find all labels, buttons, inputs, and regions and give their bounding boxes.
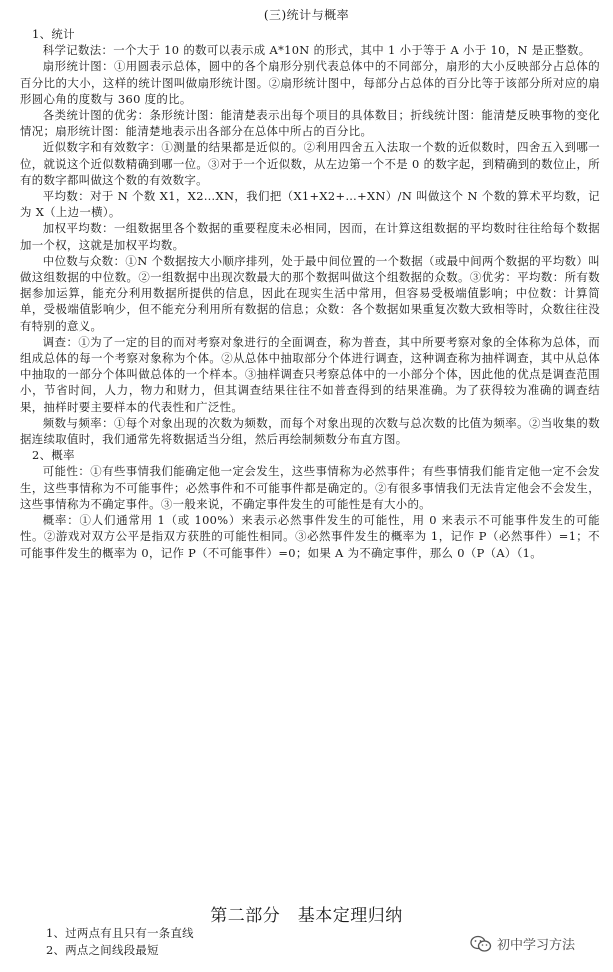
paragraph-weighted-mean: 加权平均数：一组数据里各个数据的重要程度未必相同，因而，在计算这组数据的平均数时往往给每个数据加一个权，这就是加权平均数。 — [20, 221, 600, 252]
paragraph-chart-comparison: 各类统计图的优劣：条形统计图：能清楚表示出每个项目的具体数目；折线统计图：能清楚反映事物的变化情况；扇形统计图：能清楚地表示出各部分在总体中所占的百分比。 — [20, 108, 600, 139]
section-heading-statistics: 1、统计 — [32, 27, 75, 41]
part-two-list — [46, 925, 194, 959]
list-item: 2、两点之间线段最短 — [46, 943, 159, 957]
section-heading-probability: 2、概率 — [32, 448, 75, 463]
watermark — [470, 934, 575, 953]
wechat-icon — [470, 935, 492, 953]
document-title: (三)统计与概率 — [263, 8, 350, 22]
paragraph-approximate-numbers: 近似数字和有效数字：①测量的结果都是近似的。②利用四舍五入法取一个数的近似数时，四舍五入到哪一位，就说这个近似数精确到哪一位。③对于一个近似数，从左边第一个不是 0 的数字起，到精确到的数位止，所有的数字都叫做这个数的有效数字。 — [20, 140, 600, 187]
paragraph-probability: 概率：①人们通常用 1（或 100%）来表示必然事件发生的可能性，用 0 来表示不可能事件发生的可能性。②游戏对双方公平是指双方获胜的可能性相同。③必然事件发生的概率为 1，记作 P（必然事件）=1；不可能事件发生的概率为 0，记作 P（不可能事件）=0；如果 A 为不确定事件，那么 0（P（A）（1。 — [20, 513, 600, 560]
paragraph-scientific-notation: 科学记数法：一个大于 10 的数可以表示成 A*10N 的形式，其中 1 小于等于 A 小于 10，N 是正整数。 — [42, 43, 591, 58]
paragraph-mean: 平均数：对于 N 个数 X1，X2…XN，我们把（X1+X2+…+XN）/N 叫做这个 N 个数的算术平均数，记为 X（上边一横）。 — [20, 189, 600, 220]
document-body — [20, 26, 600, 561]
paragraph-frequency: 频数与频率：①每个对象出现的次数为频数，而每个对象出现的次数与总次数的比值为频率。②当收集的数据连续取值时，我们通常先将数据适当分组，然后再绘制频数分布直方图。 — [20, 415, 600, 447]
paragraph-pie-chart: 扇形统计图：①用圆表示总体，圆中的各个扇形分别代表总体中的不同部分，扇形的大小反映部分占总体的百分比的大小，这样的统计图叫做扇形统计图。②扇形统计图中，每部分占总体的百分比等于该部分所对应的扇形圆心角的度数与 360 度的比。 — [20, 59, 600, 106]
paragraph-survey: 调查：①为了一定的目的而对考察对象进行的全面调查，称为普查，其中所要考察对象的全体称为总体，而组成总体的每一个考察对象称为个体。②从总体中抽取部分个体进行调查，这种调查称为抽样调查，其中从总体中抽取的一部分个体叫做总体的一个样本。③抽样调查只考察总体中的一小部分个体，因此他的优点是调查范围小，节省时间，人力，物力和财力，但其调查结果往往不如普查得到的结果准确。为了获得较为准确的调查结果，抽样时要主要样本的代表性和广泛性。 — [20, 334, 600, 414]
watermark-text: 初中学习方法 — [497, 938, 576, 953]
paragraph-possibility: 可能性：①有些事情我们能确定他一定会发生，这些事情称为必然事件；有些事情我们能肯定他一定不会发生，这些事情称为不可能事件；必然事件和不可能事件都是确定的。②有很多事情我们无法肯定他会不会发生，这些事情称为不确定事件。③一般来说，不确定事件发生的可能性是有大小的。 — [20, 464, 600, 511]
list-item: 1、过两点有且只有一条直线 — [46, 926, 194, 940]
part-two-title: 第二部分 基本定理归纳 — [210, 906, 403, 926]
paragraph-median-mode: 中位数与众数：①N 个数据按大小顺序排列，处于最中间位置的一个数据（或最中间两个数据的平均数）叫做这组数据的中位数。②一组数据中出现次数最大的那个数据叫做这个组数据的众数。③优劣：平均数：所有数据参加运算，能充分利用数据所提供的信息，因此在现实生活中常用，但容易受极端值影响；中位数：计算简单，受极端值影响少，但不能充分利用所有数据的信息；众数：各个数据如果重复次数大致相等时，众数往往没有特别的意义。 — [20, 253, 600, 333]
